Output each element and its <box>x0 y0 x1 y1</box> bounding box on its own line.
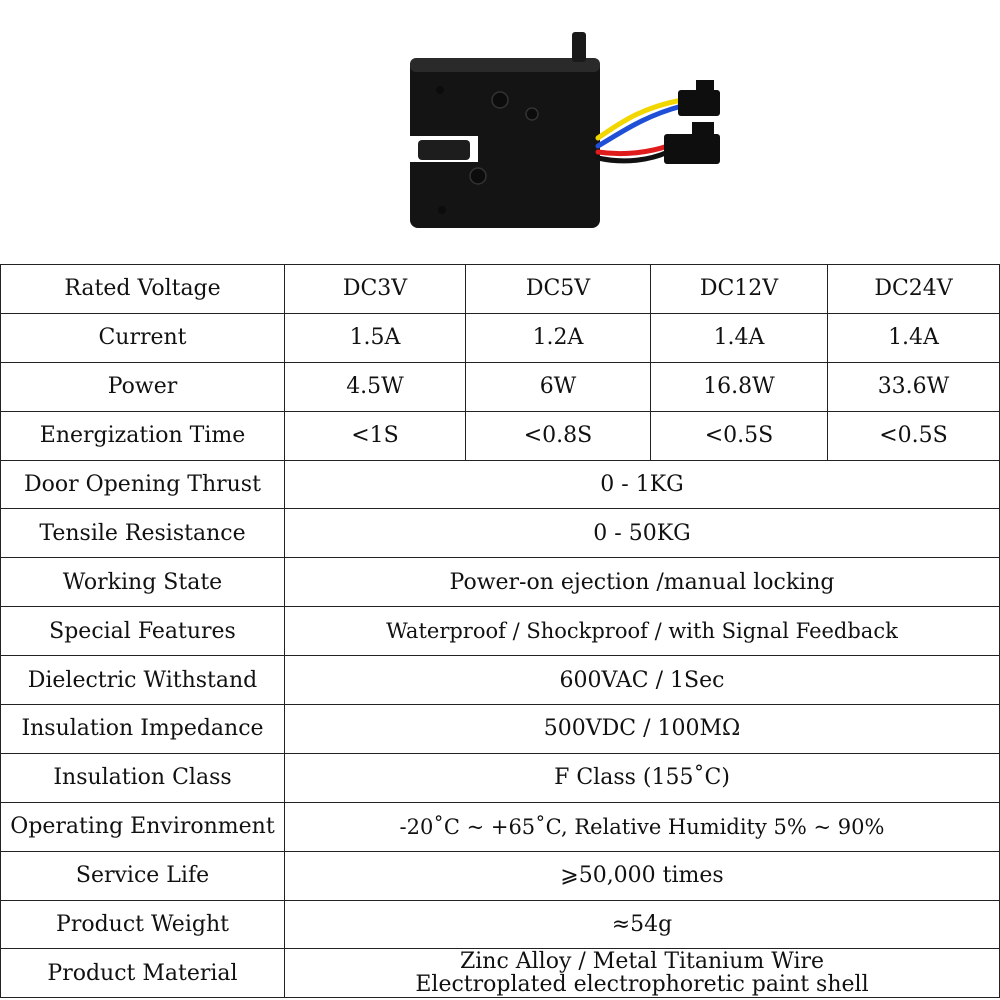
row-label: Product Material <box>1 949 285 998</box>
row-label: Special Features <box>1 607 285 656</box>
table-cell: ≈54g <box>285 900 1000 949</box>
table-cell: <0.5S <box>828 411 1000 460</box>
table-row <box>1 362 1000 411</box>
electronic-lock-image <box>400 28 760 240</box>
row-label: Energization Time <box>1 411 285 460</box>
connector-plug <box>678 90 720 116</box>
row-label: Dielectric Withstand <box>1 656 285 705</box>
table-row <box>1 851 1000 900</box>
row-label: Service Life <box>1 851 285 900</box>
wire <box>598 146 668 154</box>
row-label: Product Weight <box>1 900 285 949</box>
row-label: Rated Voltage <box>1 265 285 314</box>
table-cell: F Class (155˚C) <box>285 753 1000 802</box>
row-label: Tensile Resistance <box>1 509 285 558</box>
row-label: Current <box>1 313 285 362</box>
table-cell: 600VAC / 1Sec <box>285 656 1000 705</box>
material-line-2: Electroplated electrophoretic paint shell <box>415 972 869 998</box>
spec-table <box>0 264 1000 998</box>
table-cell: DC12V <box>651 265 828 314</box>
connector-plug <box>664 134 720 164</box>
table-cell: <0.8S <box>466 411 651 460</box>
table-row <box>1 900 1000 949</box>
table-cell: 6W <box>466 362 651 411</box>
row-label: Working State <box>1 558 285 607</box>
table-cell: 33.6W <box>828 362 1000 411</box>
table-cell: 16.8W <box>651 362 828 411</box>
table-row <box>1 411 1000 460</box>
table-row <box>1 509 1000 558</box>
table-row <box>1 949 1000 998</box>
screw-icon <box>492 92 508 108</box>
table-cell: ⩾50,000 times <box>285 851 1000 900</box>
row-label: Power <box>1 362 285 411</box>
table-row <box>1 313 1000 362</box>
table-row <box>1 802 1000 851</box>
table-cell: -20˚C ~ +65˚C, Relative Humidity 5% ~ 90% <box>285 802 1000 851</box>
wire <box>598 100 682 138</box>
table-cell: 1.2A <box>466 313 651 362</box>
table-row <box>1 607 1000 656</box>
table-cell: DC3V <box>285 265 466 314</box>
table-cell: DC5V <box>466 265 651 314</box>
table-cell: <1S <box>285 411 466 460</box>
table-cell: Power-on ejection /manual locking <box>285 558 1000 607</box>
row-label: Insulation Impedance <box>1 705 285 754</box>
table-cell: 0 - 50KG <box>285 509 1000 558</box>
table-cell: 1.4A <box>828 313 1000 362</box>
table-cell: 0 - 1KG <box>285 460 1000 509</box>
table-cell: 4.5W <box>285 362 466 411</box>
table-row <box>1 460 1000 509</box>
material-line-1: Zinc Alloy / Metal Titanium Wire <box>459 949 825 975</box>
spec-table-body <box>1 265 1000 998</box>
table-cell: DC24V <box>828 265 1000 314</box>
table-cell: <0.5S <box>651 411 828 460</box>
table-row <box>1 753 1000 802</box>
row-label: Operating Environment <box>1 802 285 851</box>
row-label: Insulation Class <box>1 753 285 802</box>
table-cell: 500VDC / 100MΩ <box>285 705 1000 754</box>
table-row <box>1 705 1000 754</box>
table-cell: 1.5A <box>285 313 466 362</box>
table-row <box>1 265 1000 314</box>
material-cell <box>285 949 1000 998</box>
table-cell: 1.4A <box>651 313 828 362</box>
table-row <box>1 558 1000 607</box>
row-label: Door Opening Thrust <box>1 460 285 509</box>
latch-tongue <box>418 140 470 160</box>
table-row <box>1 656 1000 705</box>
table-cell: Waterproof / Shockproof / with Signal Feedback <box>285 607 1000 656</box>
